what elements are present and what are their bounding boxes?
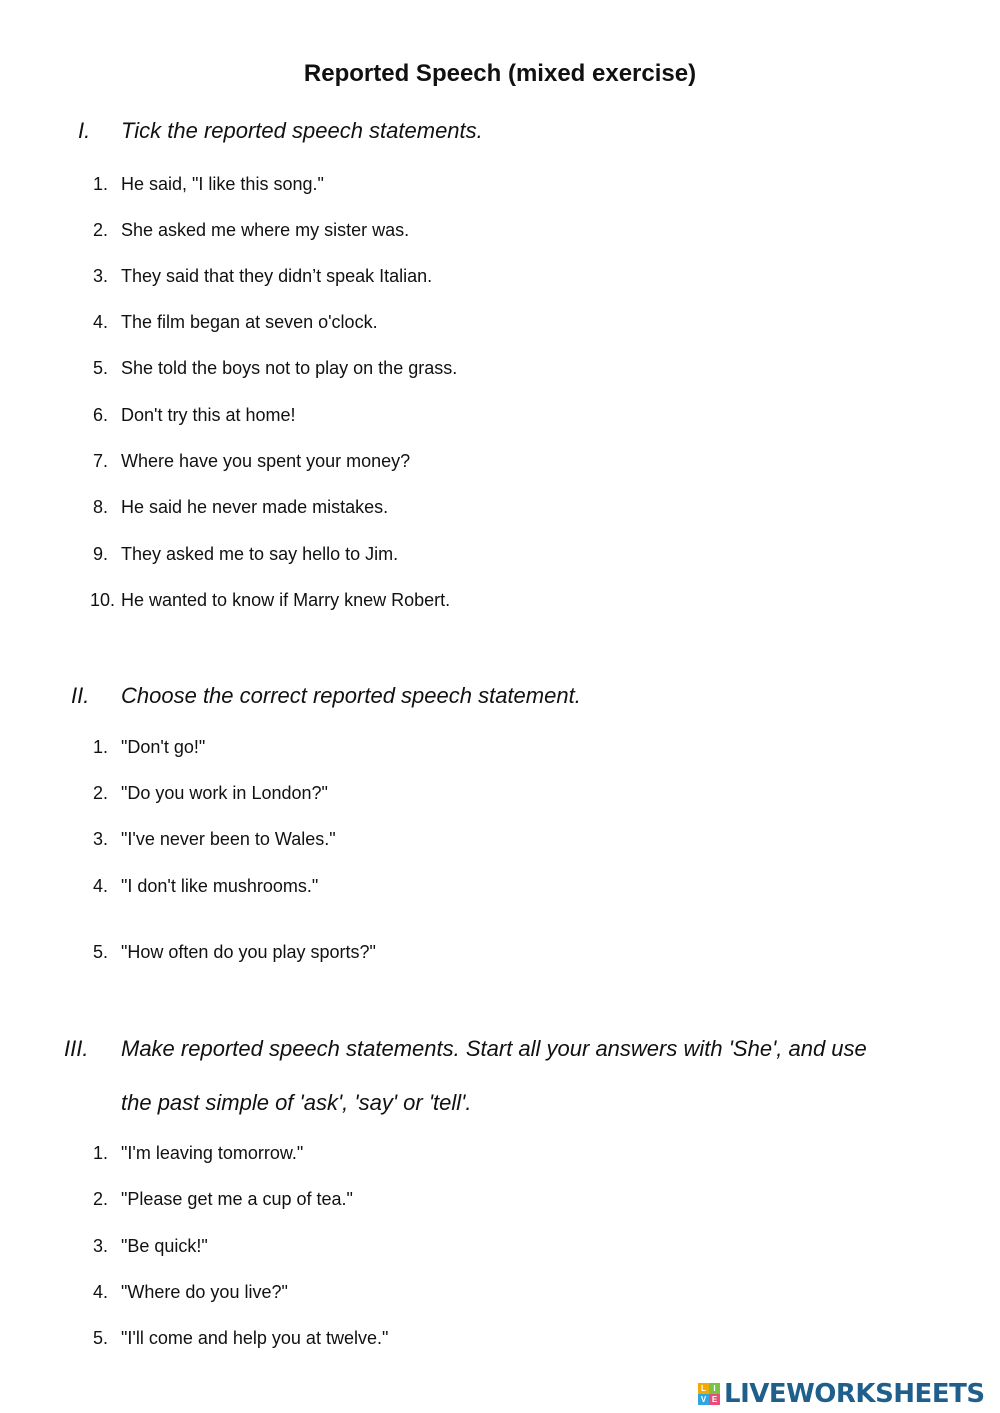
item-number: 1. xyxy=(92,737,108,757)
logo-letter-icon: E xyxy=(709,1394,720,1405)
item-text: "Where do you live?" xyxy=(121,1282,288,1302)
item-text: "I've never been to Wales." xyxy=(121,829,336,849)
item-text: "I don't like mushrooms." xyxy=(121,876,319,896)
item-number: 8. xyxy=(92,497,108,517)
logo-letter-icon: L xyxy=(698,1383,709,1394)
item-text: "How often do you play sports?" xyxy=(121,942,376,962)
item-number: 4. xyxy=(92,876,108,896)
item-text: Where have you spent your money? xyxy=(121,451,411,471)
item-text: They said that they didn’t speak Italian. xyxy=(121,266,433,286)
item-number: 1. xyxy=(92,1143,108,1163)
item-number: 7. xyxy=(92,451,108,471)
section-3-number: III. xyxy=(64,1036,89,1061)
item-number: 10. xyxy=(90,590,116,610)
item-number: 9. xyxy=(92,544,108,564)
item-text: He said, "I like this song." xyxy=(121,174,324,194)
logo-letter-icon: V xyxy=(698,1394,709,1405)
logo-letter-icon: I xyxy=(709,1383,720,1394)
item-number: 3. xyxy=(92,829,108,849)
liveworksheets-logo-icon xyxy=(698,1383,720,1405)
item-text: "Do you work in London?" xyxy=(121,783,328,803)
item-text: Don't try this at home! xyxy=(121,405,296,425)
section-2-heading: Choose the correct reported speech statement. xyxy=(121,683,581,708)
liveworksheets-logo-text: LIVEWORKSHEETS xyxy=(724,1379,985,1409)
item-text: "Please get me a cup of tea." xyxy=(121,1189,353,1209)
item-number: 4. xyxy=(92,312,108,332)
item-number: 2. xyxy=(92,783,108,803)
item-text: He wanted to know if Marry knew Robert. xyxy=(121,590,451,610)
item-number: 5. xyxy=(92,358,108,378)
section-1-heading: Tick the reported speech statements. xyxy=(121,118,483,143)
item-text: The film began at seven o'clock. xyxy=(121,312,378,332)
item-number: 2. xyxy=(92,1189,108,1209)
item-text: "I'll come and help you at twelve." xyxy=(121,1328,389,1348)
item-number: 5. xyxy=(92,1328,108,1348)
item-text: They asked me to say hello to Jim. xyxy=(121,544,399,564)
section-2-number: II. xyxy=(71,683,90,708)
item-number: 1. xyxy=(92,174,108,194)
item-number: 3. xyxy=(92,266,108,286)
item-text: She told the boys not to play on the grass. xyxy=(121,358,458,378)
section-1-number: I. xyxy=(78,118,91,143)
item-text: She asked me where my sister was. xyxy=(121,220,410,240)
liveworksheets-logo[interactable] xyxy=(698,1379,985,1409)
section-3-heading-line-2: the past simple of 'ask', 'say' or 'tell'. xyxy=(121,1090,472,1115)
worksheet-title: Reported Speech (mixed exercise) xyxy=(303,60,697,87)
item-number: 5. xyxy=(92,942,108,962)
section-3-heading-line-1: Make reported speech statements. Start all your answers with 'She', and use xyxy=(121,1036,867,1061)
item-number: 3. xyxy=(92,1236,108,1256)
item-number: 6. xyxy=(92,405,108,425)
item-text: "Be quick!" xyxy=(121,1236,208,1256)
item-number: 4. xyxy=(92,1282,108,1302)
item-text: "Don't go!" xyxy=(121,737,206,757)
item-text: He said he never made mistakes. xyxy=(121,497,389,517)
item-text: "I'm leaving tomorrow." xyxy=(121,1143,304,1163)
item-number: 2. xyxy=(92,220,108,240)
